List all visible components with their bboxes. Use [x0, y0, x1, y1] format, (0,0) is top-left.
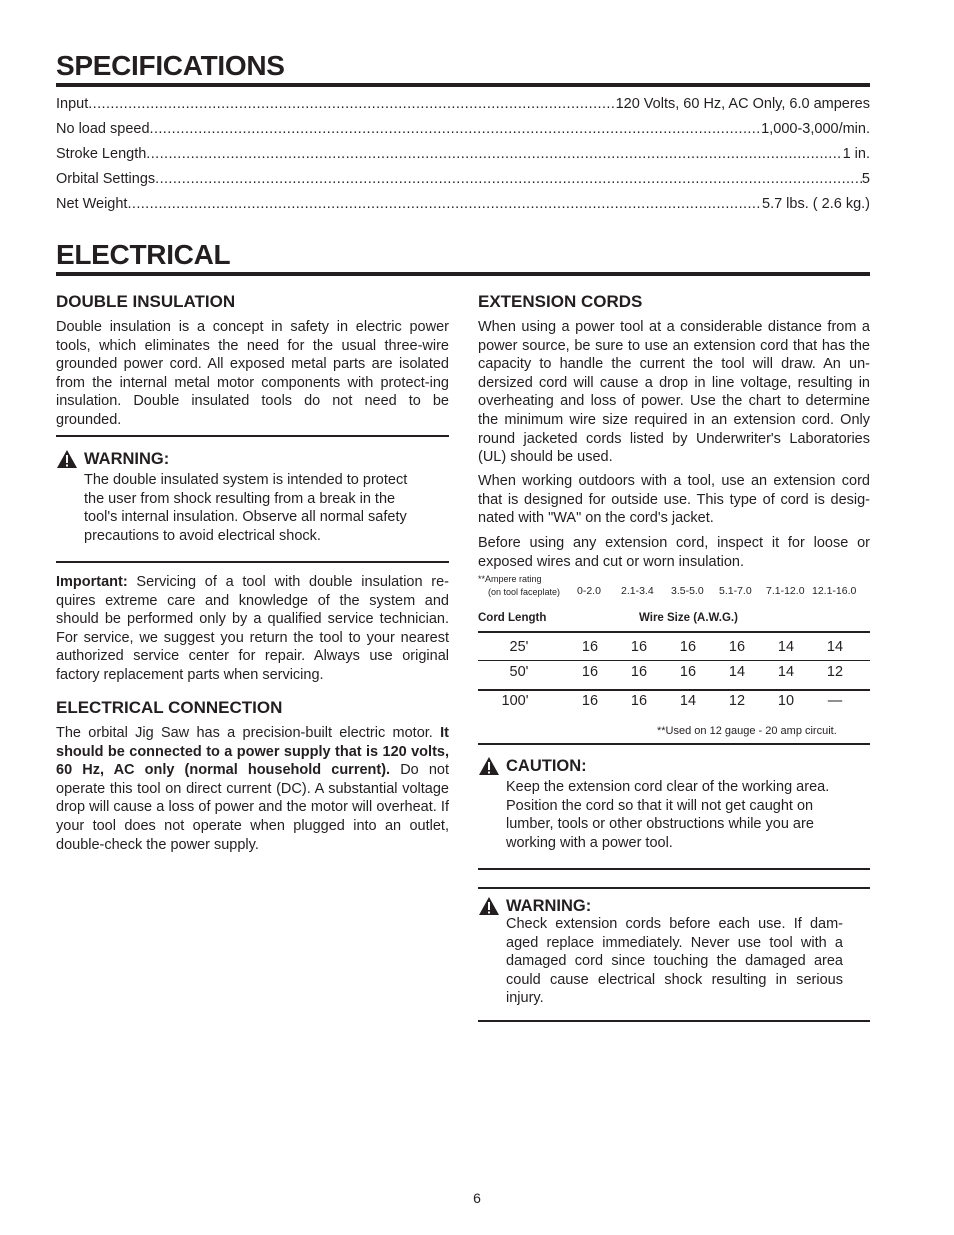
warning-triangle-icon	[478, 896, 500, 916]
warning1-bottom-rule	[56, 561, 449, 563]
wire-size-cell: 16	[728, 639, 746, 655]
ampere-range: 0-2.0	[577, 585, 601, 597]
leader-dots	[155, 171, 862, 187]
cord-length-cell: 50'	[509, 664, 529, 680]
wire-size-cell: 16	[630, 664, 648, 680]
specifications-title: SPECIFICATIONS	[56, 50, 285, 81]
wire-size-cell: 14	[826, 639, 844, 655]
ampere-range: 7.1-12.0	[766, 585, 805, 597]
warning2-heading-row	[478, 896, 591, 916]
wire-size-cell: 16	[581, 693, 599, 709]
page-number: 6	[473, 1190, 481, 1206]
table-header-rule	[478, 631, 870, 633]
important-label: Important:	[56, 574, 128, 590]
wire-size-cell: 14	[777, 664, 795, 680]
spec-value: 5.7 lbs. ( 2.6 kg.)	[762, 196, 870, 212]
wire-size-cell: 16	[630, 693, 648, 709]
important-text: Servicing of a tool with double insulation re-quires extreme care and knowledge of the system and should be performed only by a qualified service technician. For service, we suggest you return the tool to your nearest authorized service center for repair. Always use original factory replacement parts when servicing.	[56, 574, 449, 683]
table-footnote: **Used on 12 gauge - 20 amp circuit.	[657, 725, 837, 737]
warning1-top-rule	[56, 435, 449, 437]
connection-text-b: Do not operate this tool on direct current (DC). A substantial voltage drop will cause a loss of power and the motor will overheat. If your tool does not operate when plugged into an outlet, double-check the power supply.	[56, 762, 449, 853]
wire-size-cell: —	[827, 693, 843, 709]
wire-size-cell: 16	[581, 664, 599, 680]
wire-size-cell: 12	[728, 693, 746, 709]
wire-size-header: Wire Size (A.W.G.)	[639, 612, 738, 624]
extension-cords-p2: When working outdoors with a tool, use an extension cord that is designed for outside use. This type of cord is desig-nated with "WA" on the cord's jacket.	[478, 473, 870, 527]
spec-row-orbital-settings	[56, 171, 870, 191]
ampere-rating-sublabel: (on tool faceplate)	[488, 587, 561, 597]
electrical-rule	[56, 272, 870, 276]
warning2-heading: WARNING:	[506, 896, 592, 915]
spec-label: Input	[56, 96, 89, 112]
caution-heading-row	[478, 756, 587, 776]
ampere-rating-label: **Ampere rating	[478, 574, 542, 584]
extension-cords-heading: EXTENSION CORDS	[478, 292, 643, 311]
warning2-bottom-rule	[478, 1020, 870, 1022]
leader-dots	[146, 146, 842, 162]
wire-size-cell: 12	[826, 664, 844, 680]
spec-label: Orbital Settings	[56, 171, 156, 187]
electrical-connection-text	[56, 724, 449, 854]
spec-label: Net Weight	[56, 196, 128, 212]
wire-size-cell: 16	[679, 639, 697, 655]
double-insulation-text: Double insulation is a concept in safety in electric power tools, which eliminates the need for the usual three-wire grounded power cord. All exposed metal parts are isolated from the internal metal motor components with protect-ing insulation. Double insulated tools do not need to be grounded.	[56, 319, 449, 428]
caution-text: Keep the extension cord clear of the working area. Position the cord so that it will not get caught on lumber, tools or other obstructions while you are working with a power tool.	[506, 779, 830, 851]
spec-label: No load speed	[56, 121, 150, 137]
spec-value: 1 in.	[842, 146, 870, 162]
spec-value: 120 Volts, 60 Hz, AC Only, 6.0 amperes	[615, 96, 870, 112]
ampere-range: 2.1-3.4	[621, 585, 654, 597]
wire-size-cell: 16	[630, 639, 648, 655]
cord-length-header: Cord Length	[478, 612, 547, 624]
caution-bottom-rule	[478, 868, 870, 870]
cord-length-cell: 25'	[509, 639, 529, 655]
spec-value: 5	[861, 171, 870, 187]
spec-value: 1,000-3,000/min.	[761, 121, 870, 137]
wire-size-cell: 16	[581, 639, 599, 655]
leader-dots	[127, 196, 762, 212]
electrical-connection-heading: ELECTRICAL CONNECTION	[56, 698, 283, 717]
connection-text-bold: It should be connected to a power supply that is 120 volts, 60 Hz, AC only (normal household current).	[56, 725, 449, 779]
caution-top-rule	[478, 743, 870, 745]
spec-row-input	[56, 96, 870, 116]
spec-row-net-weight	[56, 196, 870, 216]
warning-triangle-icon	[478, 756, 500, 776]
warning1-heading: WARNING:	[84, 449, 170, 468]
electrical-title: ELECTRICAL	[56, 239, 231, 270]
caution-heading: CAUTION:	[506, 756, 587, 775]
wire-size-cell: 14	[777, 639, 795, 655]
table-row-rule	[478, 660, 870, 661]
leader-dots	[150, 121, 762, 137]
important-paragraph	[56, 573, 449, 685]
warning-triangle-icon	[56, 449, 78, 469]
spec-label: Stroke Length	[56, 146, 147, 162]
ampere-range: 5.1-7.0	[719, 585, 752, 597]
ampere-range: 12.1-16.0	[812, 585, 857, 597]
warning2-top-rule	[478, 887, 870, 889]
wire-size-cell: 14	[728, 664, 746, 680]
wire-size-cell: 16	[679, 664, 697, 680]
warning1-heading-row	[56, 449, 169, 469]
extension-cords-p1: When using a power tool at a considerable distance from a power source, be sure to use an extension cord that has the capacity to handle the current the tool will draw. An un-dersized cord will cause a drop in line voltage, resulting in overheating and loss of power. Use the chart to determine the minimum wire size required in an extension cord. Only round jacketed cords listed by Underwriter's Laboratories (UL) should be used.	[478, 319, 870, 466]
specifications-rule	[56, 83, 870, 87]
table-row-rule	[478, 689, 870, 691]
wire-size-cell: 14	[679, 693, 697, 709]
connection-text-a: The orbital Jig Saw has a precision-built electric motor.	[56, 725, 441, 741]
leader-dots	[88, 96, 615, 112]
wire-size-cell: 10	[777, 693, 795, 709]
spec-row-stroke-length	[56, 146, 870, 166]
warning2-text: Check extension cords before each use. If dam-aged replace immediately. Never use tool with a damaged cord since touching the damaged area could cause electrical shock resulting in serious injury.	[506, 916, 843, 1007]
ampere-range: 3.5-5.0	[671, 585, 704, 597]
cord-length-cell: 100'	[501, 693, 529, 709]
extension-cords-p3: Before using any extension cord, inspect it for loose or exposed wires and cut or worn insulation.	[478, 535, 870, 570]
warning1-text: The double insulated system is intended to protect the user from shock resulting from a break in the tool's internal insulation. Observe all normal safety precautions to avoid electrical shock.	[84, 472, 408, 544]
spec-row-no-load-speed	[56, 121, 870, 141]
double-insulation-heading: DOUBLE INSULATION	[56, 292, 236, 311]
